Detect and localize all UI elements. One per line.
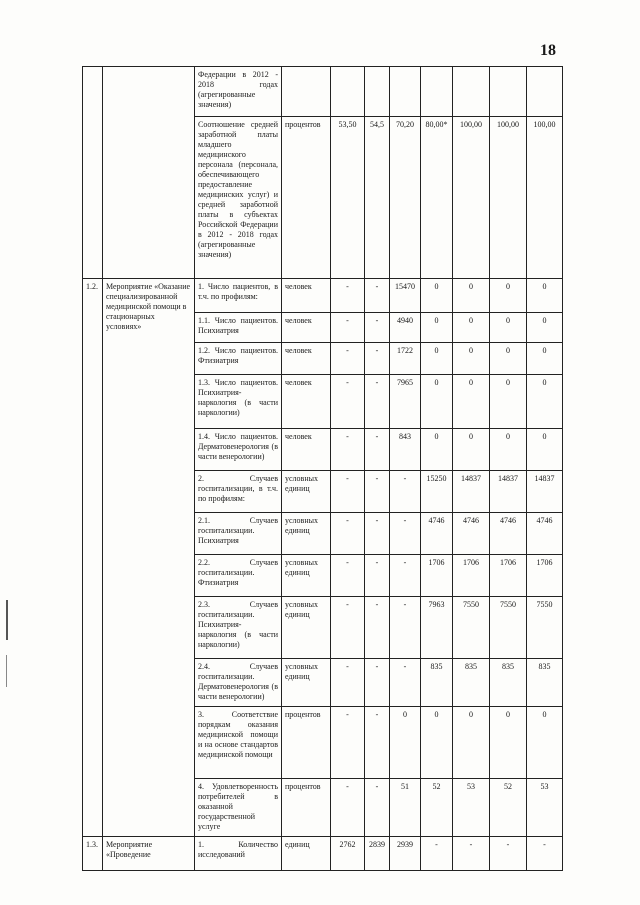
value-cell: -: [365, 375, 390, 429]
value-cell: -: [490, 837, 527, 871]
unit-cell: процентов: [282, 779, 331, 837]
value-cell: 0: [453, 279, 490, 313]
unit-cell: человек: [282, 313, 331, 343]
value-cell: 0: [453, 429, 490, 471]
value-cell: 14837: [527, 471, 563, 513]
value-cell: [453, 67, 490, 117]
value-cell: [390, 67, 421, 117]
indicator-name: 2. Случаев госпитализации, в т.ч. по профилям:: [195, 471, 282, 513]
value-cell: 1722: [390, 343, 421, 375]
scan-artifact: [6, 655, 7, 687]
value-cell: 1706: [490, 555, 527, 597]
value-cell: -: [390, 555, 421, 597]
value-cell: 843: [390, 429, 421, 471]
value-cell: 4940: [390, 313, 421, 343]
value-cell: -: [365, 313, 390, 343]
indicator-table: [82, 66, 563, 871]
value-cell: 15470: [390, 279, 421, 313]
indicator-name: Соотношение средней заработной платы младшего медицинского персонала (персонала, обеспечивающего предоставление медицинских услуг) и средней заработной платы в субъектах Российской Федерации в 2012 - 2018 годах (агрегированные значения): [195, 117, 282, 279]
value-cell: -: [331, 429, 365, 471]
value-cell: 0: [490, 313, 527, 343]
section-number: [83, 67, 103, 279]
scan-artifact: [6, 600, 8, 640]
value-cell: -: [365, 779, 390, 837]
value-cell: -: [527, 837, 563, 871]
indicator-name: 2.3. Случаев госпитализации. Психиатрия-наркология (в части наркологии): [195, 597, 282, 659]
value-cell: -: [390, 597, 421, 659]
value-cell: -: [365, 597, 390, 659]
value-cell: 0: [490, 707, 527, 779]
value-cell: -: [331, 471, 365, 513]
indicator-name: 2.2. Случаев госпитализации. Фтизиатрия: [195, 555, 282, 597]
value-cell: -: [331, 513, 365, 555]
unit-cell: условных единиц: [282, 659, 331, 707]
value-cell: 0: [490, 343, 527, 375]
value-cell: 0: [421, 313, 453, 343]
value-cell: 53: [527, 779, 563, 837]
indicator-name: 2.4. Случаев госпитализации. Дерматовенерология (в части венерологии): [195, 659, 282, 707]
value-cell: 51: [390, 779, 421, 837]
value-cell: -: [365, 471, 390, 513]
unit-cell: условных единиц: [282, 597, 331, 659]
value-cell: -: [453, 837, 490, 871]
value-cell: 0: [527, 375, 563, 429]
value-cell: 70,20: [390, 117, 421, 279]
value-cell: -: [365, 279, 390, 313]
value-cell: 0: [527, 429, 563, 471]
value-cell: 0: [421, 707, 453, 779]
value-cell: -: [365, 429, 390, 471]
value-cell: -: [331, 779, 365, 837]
table-row: [83, 279, 563, 313]
value-cell: -: [390, 659, 421, 707]
value-cell: 0: [527, 313, 563, 343]
value-cell: 100,00: [490, 117, 527, 279]
indicator-name: 1.2. Число пациентов. Фтизиатрия: [195, 343, 282, 375]
value-cell: -: [365, 659, 390, 707]
value-cell: 53,50: [331, 117, 365, 279]
value-cell: [490, 67, 527, 117]
value-cell: 4746: [421, 513, 453, 555]
unit-cell: условных единиц: [282, 471, 331, 513]
value-cell: 835: [527, 659, 563, 707]
value-cell: 0: [527, 343, 563, 375]
value-cell: 0: [421, 429, 453, 471]
value-cell: 835: [421, 659, 453, 707]
indicator-name: 1.1. Число пациентов. Психиатрия: [195, 313, 282, 343]
value-cell: 2762: [331, 837, 365, 871]
value-cell: 0: [453, 313, 490, 343]
table-row: [83, 67, 563, 117]
value-cell: 100,00: [527, 117, 563, 279]
value-cell: 80,00*: [421, 117, 453, 279]
value-cell: 7963: [421, 597, 453, 659]
value-cell: 0: [453, 375, 490, 429]
unit-cell: человек: [282, 375, 331, 429]
value-cell: 14837: [490, 471, 527, 513]
section-number: 1.3.: [83, 837, 103, 871]
unit-cell: единиц: [282, 837, 331, 871]
table-row: [83, 837, 563, 871]
value-cell: -: [365, 343, 390, 375]
value-cell: 52: [421, 779, 453, 837]
unit-cell: условных единиц: [282, 555, 331, 597]
unit-cell: процентов: [282, 117, 331, 279]
indicator-name: Федерации в 2012 - 2018 годах (агрегированные значения): [195, 67, 282, 117]
activity-name: [103, 67, 195, 279]
value-cell: 52: [490, 779, 527, 837]
value-cell: 4746: [527, 513, 563, 555]
value-cell: 4746: [490, 513, 527, 555]
value-cell: -: [331, 707, 365, 779]
indicator-name: 1. Количество исследований: [195, 837, 282, 871]
value-cell: 54,5: [365, 117, 390, 279]
value-cell: 7550: [490, 597, 527, 659]
value-cell: -: [390, 513, 421, 555]
value-cell: [331, 67, 365, 117]
value-cell: -: [365, 555, 390, 597]
indicator-name: 1. Число пациентов, в т.ч. по профилям:: [195, 279, 282, 313]
indicator-name: 4. Удовлетворенность потребителей в оказанной государственной услуге: [195, 779, 282, 837]
unit-cell: человек: [282, 429, 331, 471]
value-cell: -: [390, 471, 421, 513]
value-cell: -: [331, 597, 365, 659]
value-cell: 14837: [453, 471, 490, 513]
value-cell: 0: [390, 707, 421, 779]
value-cell: 0: [490, 279, 527, 313]
value-cell: 1706: [527, 555, 563, 597]
indicator-name: 3. Соответствие порядкам оказания медицинской помощи и на основе стандартов медицинской помощи: [195, 707, 282, 779]
unit-cell: человек: [282, 279, 331, 313]
indicator-name: 1.4. Число пациентов. Дерматовенерология (в части венерологии): [195, 429, 282, 471]
value-cell: 53: [453, 779, 490, 837]
value-cell: 0: [453, 707, 490, 779]
value-cell: 7965: [390, 375, 421, 429]
value-cell: 100,00: [453, 117, 490, 279]
value-cell: 835: [453, 659, 490, 707]
value-cell: -: [365, 513, 390, 555]
unit-cell: человек: [282, 343, 331, 375]
value-cell: 4746: [453, 513, 490, 555]
value-cell: -: [331, 375, 365, 429]
table-body: [83, 67, 563, 871]
activity-name: Мероприятие «Оказание специализированной медицинской помощи в стационарных условиях»: [103, 279, 195, 837]
value-cell: -: [365, 707, 390, 779]
value-cell: 7550: [453, 597, 490, 659]
unit-cell: условных единиц: [282, 513, 331, 555]
section-number: 1.2.: [83, 279, 103, 837]
value-cell: 0: [421, 279, 453, 313]
indicator-name: 2.1. Случаев госпитализации. Психиатрия: [195, 513, 282, 555]
value-cell: 1706: [453, 555, 490, 597]
value-cell: [421, 67, 453, 117]
value-cell: 835: [490, 659, 527, 707]
value-cell: 0: [421, 375, 453, 429]
value-cell: -: [331, 343, 365, 375]
value-cell: -: [331, 659, 365, 707]
value-cell: 0: [490, 429, 527, 471]
value-cell: -: [421, 837, 453, 871]
value-cell: 0: [527, 279, 563, 313]
value-cell: [365, 67, 390, 117]
page-number: 18: [540, 42, 556, 59]
value-cell: 15250: [421, 471, 453, 513]
value-cell: 0: [490, 375, 527, 429]
value-cell: -: [331, 279, 365, 313]
value-cell: 1706: [421, 555, 453, 597]
value-cell: -: [331, 555, 365, 597]
value-cell: [527, 67, 563, 117]
unit-cell: [282, 67, 331, 117]
value-cell: 0: [453, 343, 490, 375]
value-cell: 7550: [527, 597, 563, 659]
value-cell: -: [331, 313, 365, 343]
value-cell: 0: [527, 707, 563, 779]
value-cell: 2839: [365, 837, 390, 871]
value-cell: 0: [421, 343, 453, 375]
indicator-name: 1.3. Число пациентов. Психиатрия-наркология (в части наркологии): [195, 375, 282, 429]
unit-cell: процентов: [282, 707, 331, 779]
value-cell: 2939: [390, 837, 421, 871]
activity-name: Мероприятие «Проведение: [103, 837, 195, 871]
